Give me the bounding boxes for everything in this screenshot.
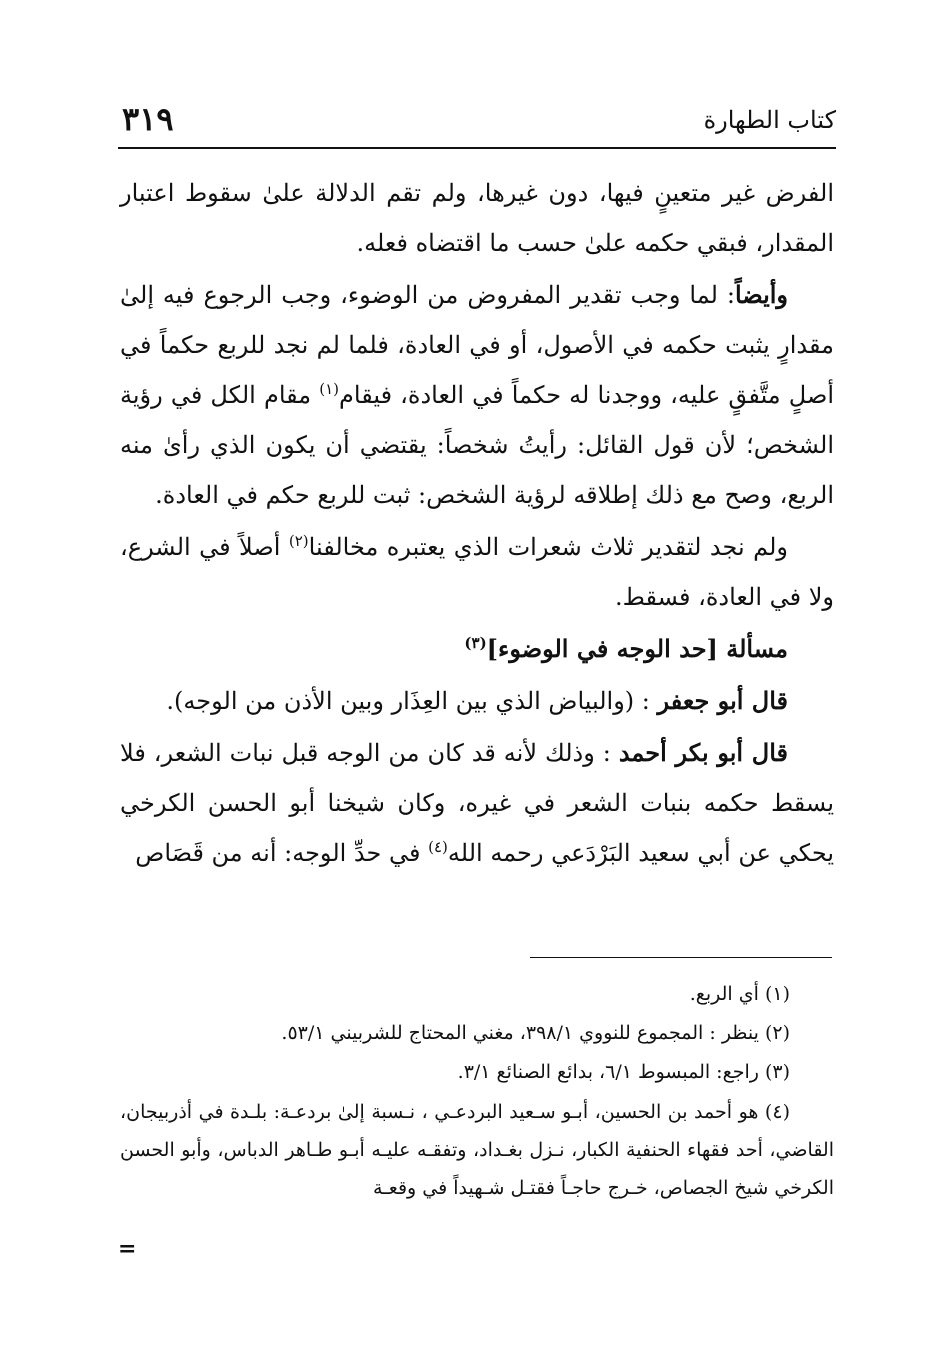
header-rule: [118, 147, 836, 149]
paragraph-2: [120, 270, 834, 520]
footnotes: [120, 976, 834, 1210]
paragraph-5-lead: قال أبو بكر أحمد: [618, 738, 788, 767]
paragraph-3-text-a: ولم نجد لتقدير ثلاث شعرات الذي يعتبره مخالفنا: [308, 533, 788, 561]
paragraph-4: [120, 676, 834, 726]
footnote-ref-3[interactable]: (٣): [464, 634, 487, 652]
footnote-2: (٢) ينظر : المجموع للنووي ٣٩٨/١، مغني المحتاج للشربيني ٥٣/١.: [281, 1022, 790, 1044]
footnote-4: (٤) هو أحمد بن الحسين، أبـو سـعيد البردعـي ، نـسبة إلىٰ بردعـة: بلـدة في أذربيجان، القاضي، أحد فقهاء الحنفية الكبار، نـزل بغـداد، وتفقـه عليـه أبـو طـاهر الدباس، وأبو الحسن الكرخي شيخ الجصاص، خـرج حاجـاً فقتـل شـهيداً في وقعـة: [120, 1101, 834, 1199]
main-text: [120, 168, 834, 878]
footnote-ref-2[interactable]: (٢): [288, 532, 309, 550]
footnote-3: (٣) راجع: المبسوط ٦/١، بدائع الصنائع ٣/١.: [457, 1061, 790, 1083]
continuation-mark: =: [118, 1236, 137, 1262]
paragraph-4-text: : (والبياض الذي بين العِذَار وبين الأذن من الوجه).: [166, 687, 658, 715]
section-heading: [120, 624, 834, 674]
footnote-separator: [530, 957, 832, 958]
section-heading-text: مسألة [حد الوجه في الوضوء]: [486, 634, 788, 663]
paragraph-5-text-b: في حدِّ الوجه: أنه من قَصَاص: [135, 839, 429, 867]
footnote-ref-4[interactable]: (٤): [428, 838, 448, 856]
paragraph-5: [120, 728, 834, 878]
paragraph-1-text: الفرض غير متعينٍ فيها، دون غيرها، ولم تقم الدلالة علىٰ سقوط اعتبار المقدار، فبقي حكمه علىٰ حسب ما اقتضاه فعله.: [120, 179, 834, 257]
paragraph-4-lead: قال أبو جعفر: [657, 686, 788, 715]
footnote-ref-1[interactable]: (١): [319, 380, 340, 398]
paragraph-2-lead: وأيضاً: [734, 280, 788, 309]
paragraph-3: [120, 522, 834, 622]
paragraph-3-text-b: أصلاً في الشرع، ولا في العادة، فسقط.: [120, 533, 834, 611]
paragraph-5-text-a: : وذلك لأنه قد كان من الوجه قبل نبات الشعر، فلا يسقط حكمه بنبات الشعر في غيره، وكان شيخنا أبو الحسن الكرخي يحكي عن أبي سعيد البَرْدَعي رحمه الله: [120, 739, 834, 867]
page-header: [118, 98, 836, 146]
running-title: كتاب الطهارة: [703, 106, 836, 134]
paragraph-2-text-a: : لما وجب تقدير المفروض من الوضوء، وجب الرجوع فيه إلىٰ مقدارٍ يثبت حكمه في الأصول، أو في العادة، فلما لم نجد للربع حكماً في أصلٍ متَّفقٍ عليه، ووجدنا له حكماً في العادة، فيقام: [120, 281, 835, 409]
page-number: ٣١٩: [122, 100, 174, 138]
footnote-1: (١) أي الربع.: [689, 983, 790, 1005]
paragraph-2-text-b: مقام الكل في رؤية الشخص؛ لأن قول القائل: رأيتُ شخصاً: يقتضي أن يكون الذي رأىٰ منه الربع، وصح مع ذلك إطلاقه لرؤية الشخص: ثبت للربع حكم في العادة.: [120, 381, 834, 509]
paragraph-1: [120, 168, 834, 268]
